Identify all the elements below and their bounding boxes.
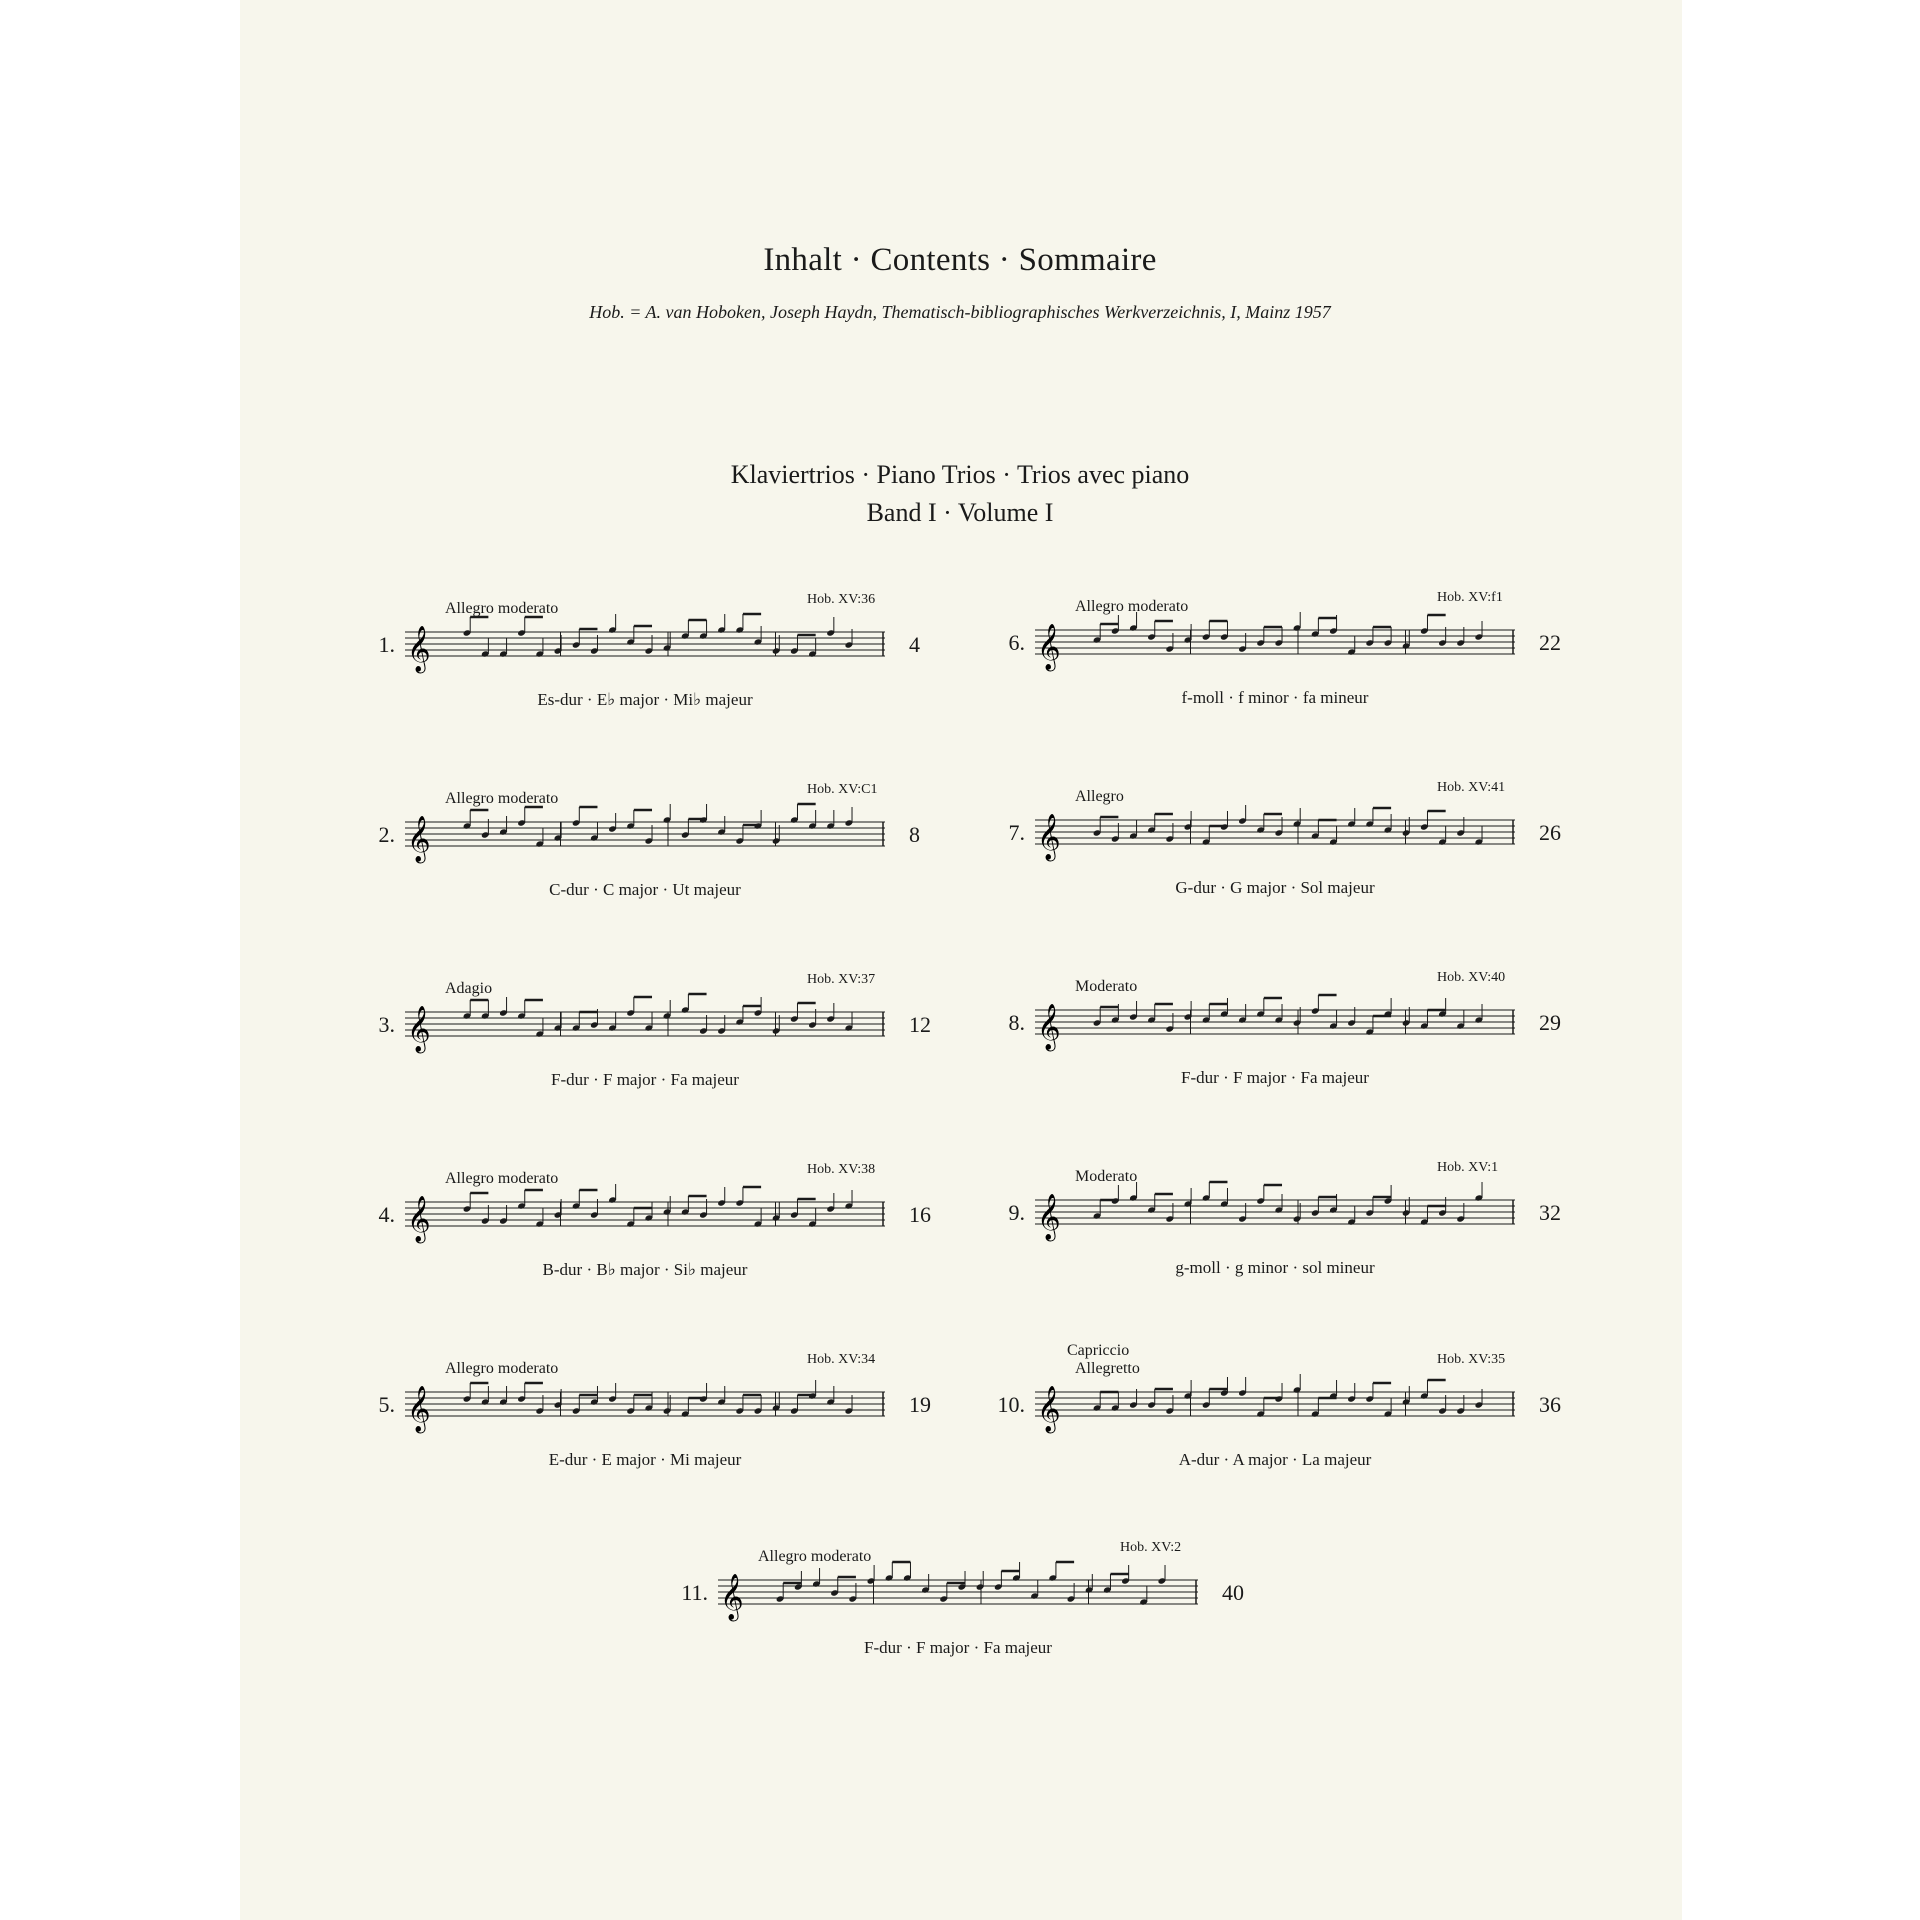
entry-tempo: Allegro moderato — [445, 790, 559, 807]
entry-tempo: Allegro — [1075, 788, 1124, 805]
entry-key: G-dur · G major · Sol majeur — [1175, 878, 1375, 897]
treble-clef-icon: 𝄞 — [1037, 1194, 1061, 1240]
page-title: Inhalt · Contents · Sommaire — [763, 242, 1157, 278]
entry-tempo: Moderato — [1075, 978, 1138, 995]
entry-tempo: Allegro moderato — [758, 1548, 872, 1565]
entry-hoboken-number: Hob. XV:1 — [1437, 1160, 1499, 1175]
entry-key: f-moll · f minor · fa mineur — [1181, 688, 1369, 707]
entry-number: 3. — [378, 1012, 395, 1037]
entry-hoboken-number: Hob. XV:36 — [807, 592, 876, 607]
contents-entry[interactable] — [997, 1342, 1675, 1490]
entry-tempo: Moderato — [1075, 1168, 1138, 1185]
entry-number: 9. — [1008, 1200, 1025, 1225]
entry-hoboken-number: Hob. XV:35 — [1437, 1352, 1506, 1367]
music-incipit — [1035, 992, 1515, 1052]
music-incipit — [1035, 802, 1515, 862]
entry-hoboken-number: Hob. XV:37 — [807, 972, 876, 987]
entry-page-number: 40 — [1222, 1580, 1244, 1605]
entry-hoboken-number: Hob. XV:C1 — [807, 782, 878, 797]
treble-clef-icon: 𝄞 — [407, 1386, 431, 1432]
entry-number: 8. — [1008, 1010, 1025, 1035]
treble-clef-icon: 𝄞 — [1037, 624, 1061, 670]
entry-number: 5. — [378, 1392, 395, 1417]
music-incipit — [405, 804, 885, 864]
music-incipit — [718, 1562, 1198, 1622]
entry-key: Es-dur · E♭ major · Mi♭ majeur — [537, 690, 753, 709]
entry-tempo-above: Capriccio — [1067, 1342, 1130, 1359]
entry-page-number: 8 — [909, 822, 920, 847]
contents-entry[interactable] — [1008, 590, 1675, 728]
entry-hoboken-number: Hob. XV:41 — [1437, 780, 1506, 795]
entry-tempo: Allegretto — [1075, 1360, 1140, 1377]
contents-entry[interactable] — [681, 1540, 1358, 1678]
treble-clef-icon: 𝄞 — [407, 1006, 431, 1052]
entry-key: F-dur · F major · Fa majeur — [551, 1070, 739, 1089]
entry-tempo: Allegro moderato — [1075, 598, 1189, 615]
entry-hoboken-number: Hob. XV:2 — [1120, 1540, 1182, 1555]
entry-page-number: 32 — [1539, 1200, 1561, 1225]
entry-tempo: Allegro moderato — [445, 1360, 559, 1377]
entry-number: 6. — [1008, 630, 1025, 655]
entry-number: 11. — [681, 1580, 708, 1605]
entry-number: 2. — [378, 822, 395, 847]
music-incipit — [405, 614, 885, 674]
entry-page-number: 22 — [1539, 630, 1561, 655]
entry-hoboken-number: Hob. XV:34 — [807, 1352, 876, 1367]
contents-entry[interactable] — [378, 782, 1045, 920]
entry-page-number: 16 — [909, 1202, 931, 1227]
entry-hoboken-number: Hob. XV:38 — [807, 1162, 876, 1177]
treble-clef-icon: 𝄞 — [1037, 814, 1061, 860]
section-title: Klaviertrios · Piano Trios · Trios avec piano — [730, 460, 1190, 489]
entry-number: 4. — [378, 1202, 395, 1227]
music-incipit — [1035, 612, 1515, 672]
page-subtitle: Hob. = A. van Hoboken, Joseph Haydn, Thematisch-bibliographisches Werkverzeichnis, I, Mainz 1957 — [589, 302, 1331, 322]
contents-entry[interactable] — [1008, 1160, 1675, 1298]
entry-page-number: 36 — [1539, 1392, 1561, 1417]
treble-clef-icon: 𝄞 — [720, 1574, 744, 1620]
music-incipit — [405, 994, 885, 1054]
entry-key: g-moll · g minor · sol mineur — [1175, 1258, 1375, 1277]
entry-tempo: Adagio — [445, 980, 493, 997]
contents-entry[interactable] — [378, 1352, 1045, 1490]
treble-clef-icon: 𝄞 — [407, 816, 431, 862]
contents-entry[interactable] — [1008, 780, 1675, 918]
entry-tempo: Allegro moderato — [445, 1170, 559, 1187]
contents-entry[interactable] — [378, 592, 1045, 730]
entry-number: 7. — [1008, 820, 1025, 845]
entry-number: 10. — [997, 1392, 1025, 1417]
section-volume: Band I · Volume I — [866, 498, 1054, 527]
section-heading — [0, 456, 1920, 532]
entry-page-number: 12 — [909, 1012, 931, 1037]
entry-tempo: Allegro moderato — [445, 600, 559, 617]
entry-key: A-dur · A major · La majeur — [1178, 1450, 1372, 1469]
entry-hoboken-number: Hob. XV:f1 — [1437, 590, 1503, 605]
treble-clef-icon: 𝄞 — [1037, 1386, 1061, 1432]
contents-entry[interactable] — [378, 972, 1045, 1110]
contents-entry[interactable] — [378, 1162, 1045, 1300]
entry-number: 1. — [378, 632, 395, 657]
entry-key: F-dur · F major · Fa majeur — [864, 1638, 1052, 1657]
contents-entry[interactable] — [1008, 970, 1675, 1108]
entry-key: B-dur · B♭ major · Si♭ majeur — [542, 1260, 748, 1279]
entry-page-number: 19 — [909, 1392, 931, 1417]
treble-clef-icon: 𝄞 — [407, 1196, 431, 1242]
entry-key: C-dur · C major · Ut majeur — [549, 880, 741, 899]
music-incipit — [1035, 1374, 1515, 1434]
entry-key: F-dur · F major · Fa majeur — [1181, 1068, 1369, 1087]
music-incipit — [1035, 1182, 1515, 1242]
music-incipit — [405, 1184, 885, 1244]
entry-hoboken-number: Hob. XV:40 — [1437, 970, 1506, 985]
entry-page-number: 26 — [1539, 820, 1561, 845]
entry-page-number: 29 — [1539, 1010, 1561, 1035]
treble-clef-icon: 𝄞 — [407, 626, 431, 672]
entry-page-number: 4 — [909, 632, 920, 657]
music-incipit — [405, 1374, 885, 1434]
treble-clef-icon: 𝄞 — [1037, 1004, 1061, 1050]
entry-key: E-dur · E major · Mi majeur — [548, 1450, 742, 1469]
